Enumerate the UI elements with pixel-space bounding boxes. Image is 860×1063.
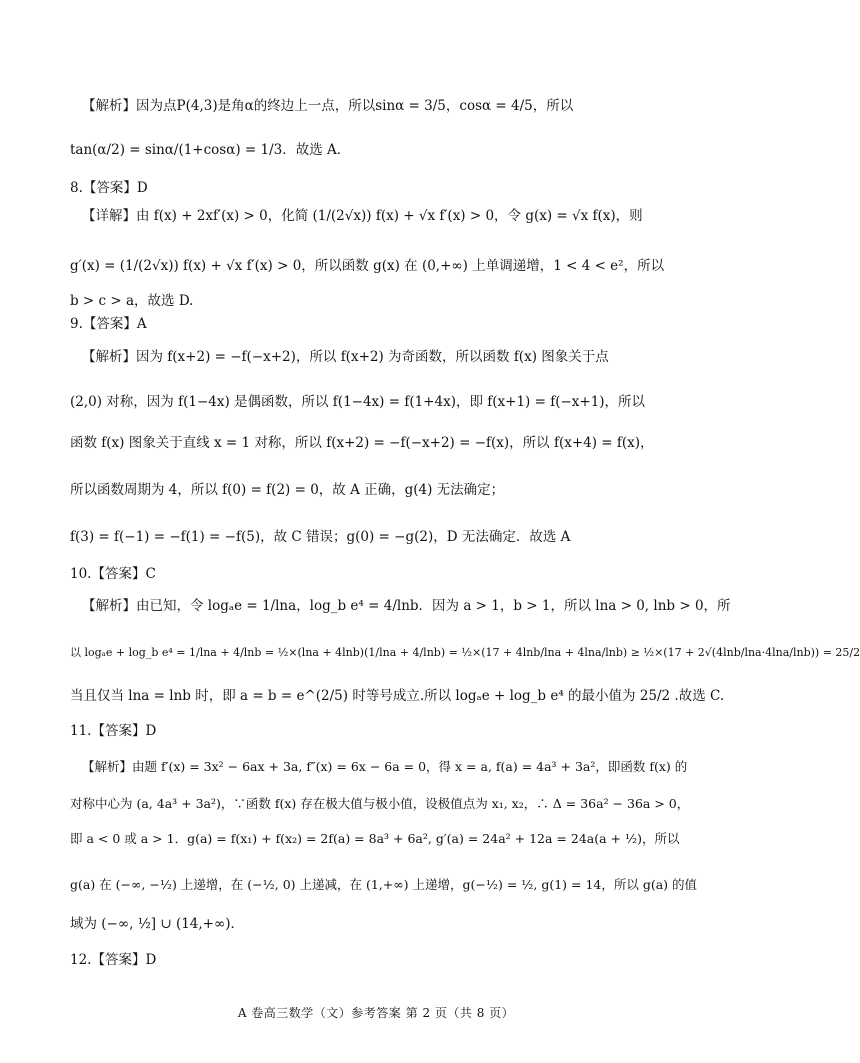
page-footer: A 卷高三数学（文）参考答案 第 2 页（共 8 页） [237, 1006, 515, 1020]
solution-line-12: f(3) = f(−1) = −f(1) = −f(5)，故 C 错误；g(0) = −g(2)，D 无法确定．故选 A [70, 529, 571, 545]
answer-10: 10.【答案】C [70, 566, 156, 582]
solution-line-14: 【解析】由已知，令 logₐe = 1/lna，log_b e⁴ = 4/lnb．因为 a > 1，b > 1，所以 lna > 0, lnb > 0，所 [82, 598, 731, 614]
solution-line-11: 所以函数周期为 4，所以 f(0) = f(2) = 0，故 A 正确，g(4) 无法确定； [70, 482, 505, 498]
solution-line-6: b > c > a，故选 D. [70, 293, 194, 309]
solution-line-19: 对称中心为 (a, 4a³ + 3a²)，∵函数 f(x) 存在极大值与极小值，设极值点为 x₁, x₂，∴ Δ = 36a² − 36a > 0， [70, 796, 690, 811]
solution-line-16: 当且仅当 lna = lnb 时，即 a = b = e^(2/5) 时等号成立.所以 logₐe + log_b e⁴ 的最小值为 25/2 .故选 C. [70, 688, 725, 704]
solution-line-21: g(a) 在 (−∞, −½) 上递增，在 (−½, 0) 上递减，在 (1,+∞) 上递增，g(−½) = ½, g(1) = 14，所以 g(a) 的值 [70, 877, 698, 892]
answer-11: 11.【答案】D [70, 723, 157, 739]
answer-9: 9.【答案】A [70, 316, 147, 332]
solution-line-8: 【解析】因为 f(x+2) = −f(−x+2)，所以 f(x+2) 为奇函数，所以函数 f(x) 图象关于点 [82, 349, 609, 365]
answer-12: 12.【答案】D [70, 952, 157, 968]
solution-line-9: (2,0) 对称，因为 f(1−4x) 是偶函数，所以 f(1−4x) = f(1+4x)，即 f(x+1) = f(−x+1)，所以 [70, 394, 646, 410]
solution-line-5: g′(x) = (1/(2√x)) f(x) + √x f′(x) > 0，所以函数 g(x) 在 (0,+∞) 上单调递增，1 < 4 < e²，所以 [70, 258, 665, 274]
solution-line-18: 【解析】由题 f′(x) = 3x² − 6ax + 3a, f″(x) = 6x − 6a = 0，得 x = a, f(a) = 4a³ + 3a²，即函数 f(x) 的 [82, 759, 688, 774]
solution-line-15: 以 logₐe + log_b e⁴ = 1/lna + 4/lnb = ½×(lna + 4lnb)(1/lna + 4/lnb) = ½×(17 + 4lnb/lna + 4lna/lnb) ≥ ½×(17 + 2√(4lnb/lna·4lna/lnb)) = 25/2 [70, 646, 860, 659]
solution-line-20: 即 a < 0 或 a > 1．g(a) = f(x₁) + f(x₂) = 2f(a) = 8a³ + 6a², g′(a) = 24a² + 12a = 24a(a + ½)，所以 [70, 831, 680, 846]
solution-line-22: 域为 (−∞, ½] ∪ (14,+∞)． [70, 916, 245, 932]
solution-line-2: tan(α/2) = sinα/(1+cosα) = 1/3．故选 A． [70, 142, 351, 158]
solution-line-4: 【详解】由 f(x) + 2xf′(x) > 0，化简 (1/(2√x)) f(x) + √x f′(x) > 0，令 g(x) = √x f(x)，则 [82, 208, 643, 224]
answer-8: 8.【答案】D [70, 180, 148, 196]
solution-line-10: 函数 f(x) 图象关于直线 x = 1 对称，所以 f(x+2) = −f(−x+2) = −f(x)，所以 f(x+4) = f(x)， [70, 435, 654, 451]
solution-line-1: 【解析】因为点P(4,3)是角α的终边上一点，所以sinα = 3/5，cosα = 4/5，所以 [82, 98, 574, 114]
